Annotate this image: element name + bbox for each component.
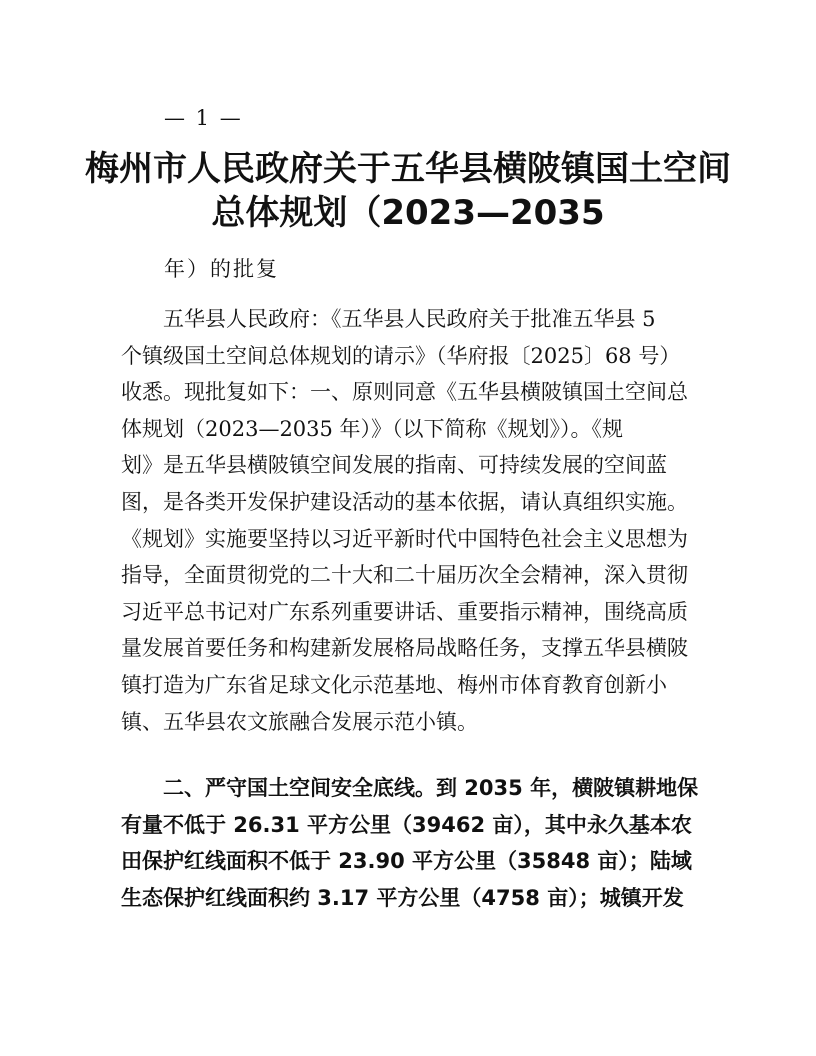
section-2-line: 二、严守国土空间安全底线。到 2035 年，横陂镇耕地保 — [163, 776, 699, 800]
document-title-line-2: 总体规划（2023—2035 — [211, 193, 605, 233]
body-line: 量发展首要任务和构建新发展格局战略任务，支撑五华县横陂 — [121, 636, 688, 661]
document-subtitle: 年）的批复 — [164, 257, 279, 281]
body-line: 图，是各类开发保护建设活动的基本依据，请认真组织实施。 — [121, 489, 688, 514]
section-2-line: 生态保护红线面积约 3.17 平方公里（4758 亩）；城镇开发 — [121, 885, 684, 910]
body-line: 个镇级国土空间总体规划的请示》（华府报〔2025〕68 号） — [121, 343, 681, 368]
body-line: 指导，全面贯彻党的二十大和二十届历次全会精神，深入贯彻 — [121, 563, 688, 588]
body-line: 五华县人民政府：《五华县人民政府关于批准五华县 5 — [163, 307, 656, 331]
body-line: 镇打造为广东省足球文化示范基地、梅州市体育教育创新小 — [121, 672, 667, 697]
document-title-line-1: 梅州市人民政府关于五华县横陂镇国土空间 — [85, 149, 731, 189]
page-number: — 1 — — [164, 106, 243, 130]
body-line: 镇、五华县农文旅融合发展示范小镇。 — [121, 709, 478, 734]
body-line: 习近平总书记对广东系列重要讲话、重要指示精神，围绕高质 — [121, 599, 688, 624]
section-2-line: 田保护红线面积不低于 23.90 平方公里（35848 亩）；陆域 — [121, 849, 692, 874]
section-2-line: 有量不低于 26.31 平方公里（39462 亩），其中永久基本农 — [121, 812, 692, 837]
body-line: 《规划》实施要坚持以习近平新时代中国特色社会主义思想为 — [121, 526, 688, 551]
body-line: 划》是五华县横陂镇空间发展的指南、可持续发展的空间蓝 — [121, 453, 667, 478]
body-line: 体规划（2023—2035 年）》（以下简称《规划》）。《规 — [121, 416, 624, 441]
section-2-paragraph — [121, 770, 698, 916]
body-line: 收悉。现批复如下：一、原则同意《五华县横陂镇国土空间总 — [121, 380, 688, 405]
body-paragraph — [121, 301, 698, 740]
